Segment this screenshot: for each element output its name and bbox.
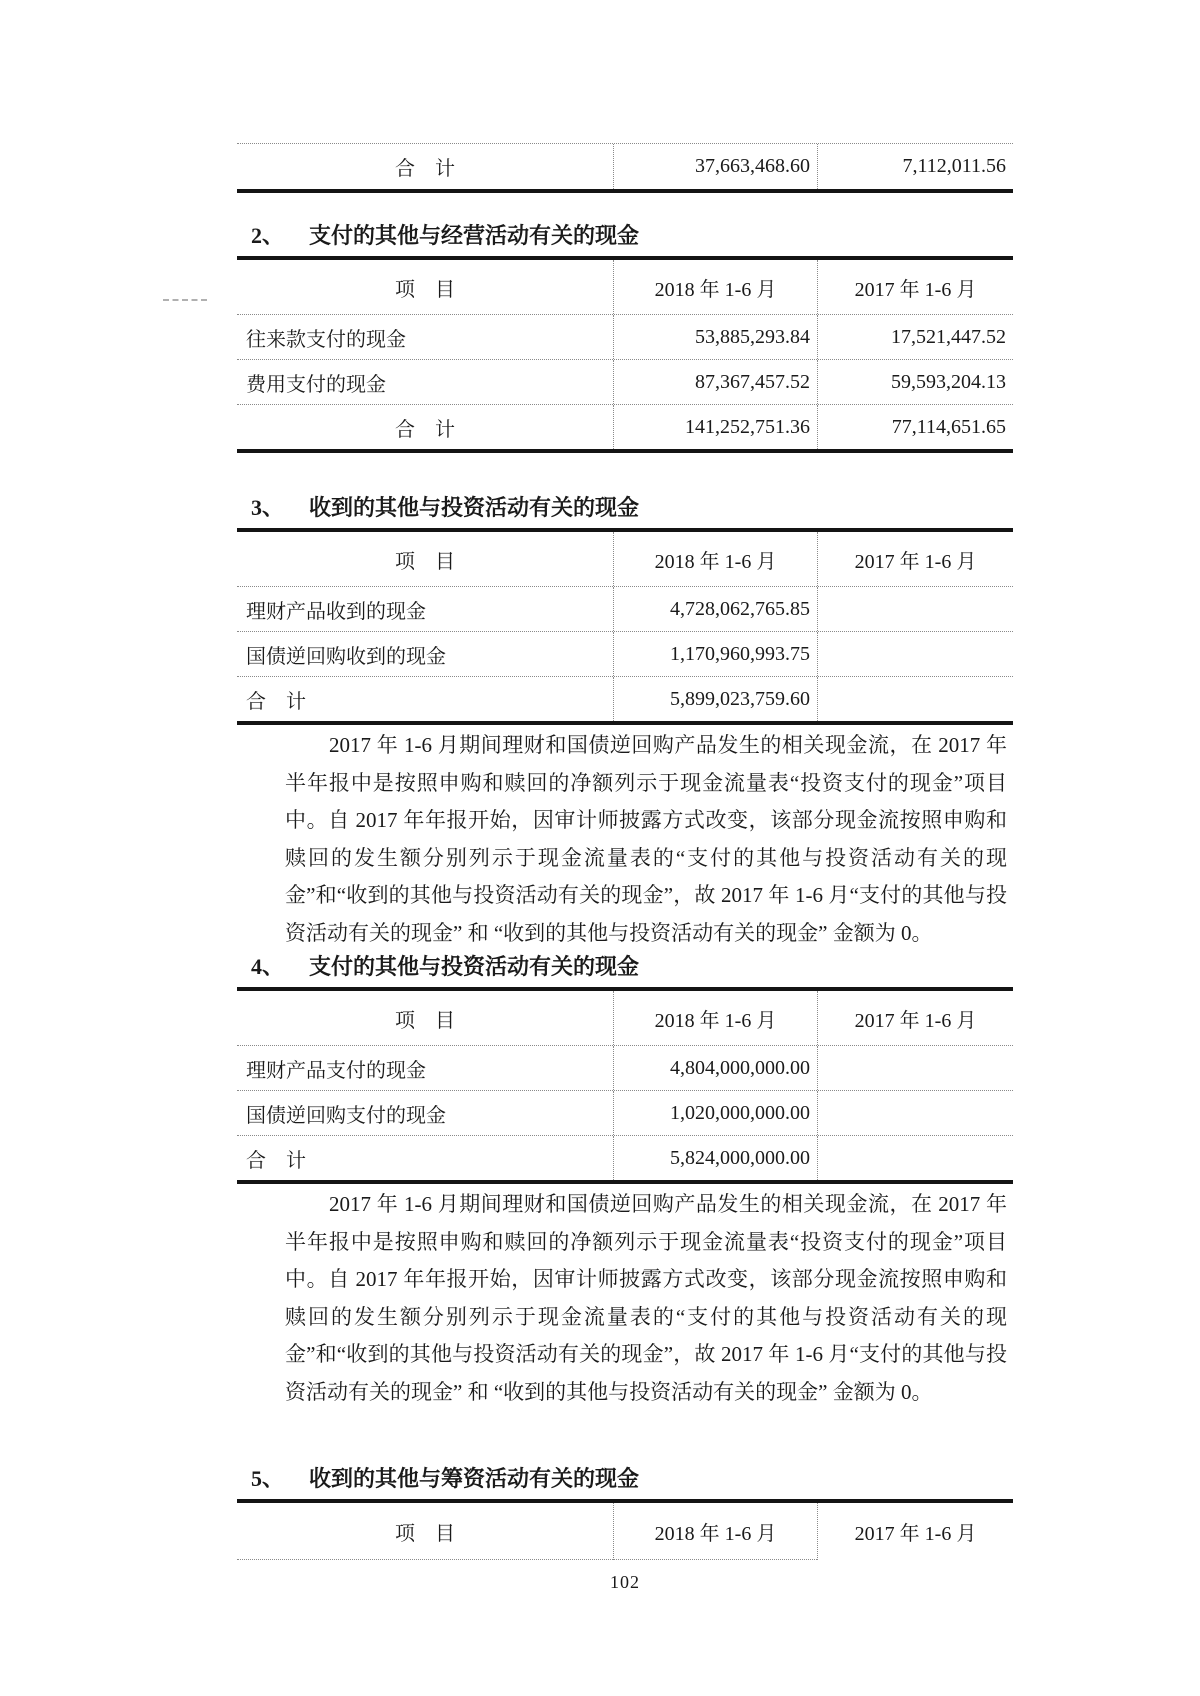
section3-title: 收到的其他与投资活动有关的现金: [309, 495, 640, 520]
section2-number: 2、: [251, 223, 285, 248]
section5-table: [237, 1503, 1013, 1560]
total-label: 合 计: [246, 1149, 306, 1172]
header-2017: 2017 年 1-6 月: [817, 1503, 1013, 1560]
header-2018: 2018 年 1-6 月: [613, 260, 817, 314]
section4-table: [237, 991, 1013, 1184]
section5-heading: [237, 1466, 1013, 1503]
page-number: 102: [610, 1572, 640, 1592]
section4-number: 4、: [251, 954, 285, 979]
row-2018-value: 1,020,000,000.00: [613, 1091, 817, 1135]
section3-table: [237, 532, 1013, 725]
total-2017-value: 7,112,011.56: [817, 144, 1013, 189]
section5-title: 收到的其他与筹资活动有关的现金: [309, 1466, 640, 1491]
row-2017-value: [817, 1046, 1013, 1090]
section3-heading: [237, 495, 1013, 532]
row-item: 费用支付的现金: [246, 373, 386, 396]
header-item: 项 目: [395, 1009, 455, 1032]
total-label: 合 计: [395, 158, 455, 180]
table-row: [237, 359, 1013, 404]
total-label: 合 计: [395, 418, 455, 441]
total-2017-value: [817, 677, 1013, 721]
row-2018-value: 4,728,062,765.85: [613, 587, 817, 631]
table-row: [237, 586, 1013, 631]
header-item: 项 目: [395, 278, 455, 301]
total-2018-value: 5,824,000,000.00: [613, 1136, 817, 1180]
section3-number: 3、: [251, 495, 285, 520]
row-2017-value: [817, 1091, 1013, 1135]
section5-number: 5、: [251, 1466, 285, 1491]
row-2017-value: 59,593,204.13: [817, 360, 1013, 404]
table-row: [237, 144, 1013, 189]
total-2017-value: 77,114,651.65: [817, 405, 1013, 449]
header-2017: 2017 年 1-6 月: [817, 532, 1013, 586]
table-row: [237, 631, 1013, 676]
row-2017-value: [817, 587, 1013, 631]
table-header-row: [237, 260, 1013, 314]
total-2018-value: 37,663,468.60: [613, 144, 817, 189]
header-item: 项 目: [237, 1503, 613, 1560]
table-header-row: [237, 532, 1013, 586]
row-2017-value: [817, 632, 1013, 676]
header-2017: 2017 年 1-6 月: [817, 260, 1013, 314]
section4-heading: [237, 954, 1013, 991]
table-total-row: [237, 1135, 1013, 1180]
table-header-row: [237, 991, 1013, 1045]
row-item: 理财产品收到的现金: [246, 600, 426, 623]
row-2018-value: 87,367,457.52: [613, 360, 817, 404]
table-total-row: [237, 676, 1013, 721]
table-total-row: [237, 404, 1013, 449]
section4-title: 支付的其他与投资活动有关的现金: [309, 954, 640, 979]
margin-mark: [163, 299, 207, 301]
section2-table: [237, 260, 1013, 453]
row-2018-value: 4,804,000,000.00: [613, 1046, 817, 1090]
table-header-row: [237, 1503, 1013, 1560]
row-item: 国债逆回购收到的现金: [246, 645, 446, 668]
section2-heading: [237, 223, 1013, 260]
header-item: 项 目: [395, 550, 455, 573]
row-2018-value: 1,170,960,993.75: [613, 632, 817, 676]
table-row: [237, 1090, 1013, 1135]
table-row: [237, 314, 1013, 359]
section2-title: 支付的其他与经营活动有关的现金: [309, 223, 640, 248]
carryover-total-table: [237, 143, 1013, 193]
table-row: [237, 1045, 1013, 1090]
investment-disclosure-note: 2017 年 1-6 月期间理财和国债逆回购产品发生的相关现金流，在 2017 年半年报中是按照申购和赎回的净额列示于现金流量表“投资支付的现金”项目中。自 2017 年年报开始，因审计师披露方式改变，该部分现金流按照申购和赎回的发生额分别列示于现金流量表的“支付的其他与投资活动有关的现金”和“收到的其他与投资活动有关的现金”，故 2017 年 1-6 月“支付的其他与投资活动有关的现金” 和 “收到的其他与投资活动有关的现金” 金额为 0。: [285, 1192, 1007, 1404]
total-2018-value: 5,899,023,759.60: [613, 677, 817, 721]
total-label: 合 计: [246, 690, 306, 713]
investment-disclosure-note: 2017 年 1-6 月期间理财和国债逆回购产品发生的相关现金流，在 2017 年半年报中是按照申购和赎回的净额列示于现金流量表“投资支付的现金”项目中。自 2017 年年报开始，因审计师披露方式改变，该部分现金流按照申购和赎回的发生额分别列示于现金流量表的“支付的其他与投资活动有关的现金”和“收到的其他与投资活动有关的现金”，故 2017 年 1-6 月“支付的其他与投资活动有关的现金” 和 “收到的其他与投资活动有关的现金” 金额为 0。: [285, 733, 1007, 945]
total-2017-value: [817, 1136, 1013, 1180]
header-2018: 2018 年 1-6 月: [613, 991, 817, 1045]
header-2017: 2017 年 1-6 月: [817, 991, 1013, 1045]
row-2018-value: 53,885,293.84: [613, 315, 817, 359]
row-item: 往来款支付的现金: [246, 328, 406, 351]
row-2017-value: 17,521,447.52: [817, 315, 1013, 359]
row-item: 理财产品支付的现金: [246, 1059, 426, 1082]
page-content: [237, 0, 1013, 1593]
header-2018: 2018 年 1-6 月: [613, 1503, 817, 1560]
row-item: 国债逆回购支付的现金: [246, 1104, 446, 1127]
total-2018-value: 141,252,751.36: [613, 405, 817, 449]
header-2018: 2018 年 1-6 月: [613, 532, 817, 586]
